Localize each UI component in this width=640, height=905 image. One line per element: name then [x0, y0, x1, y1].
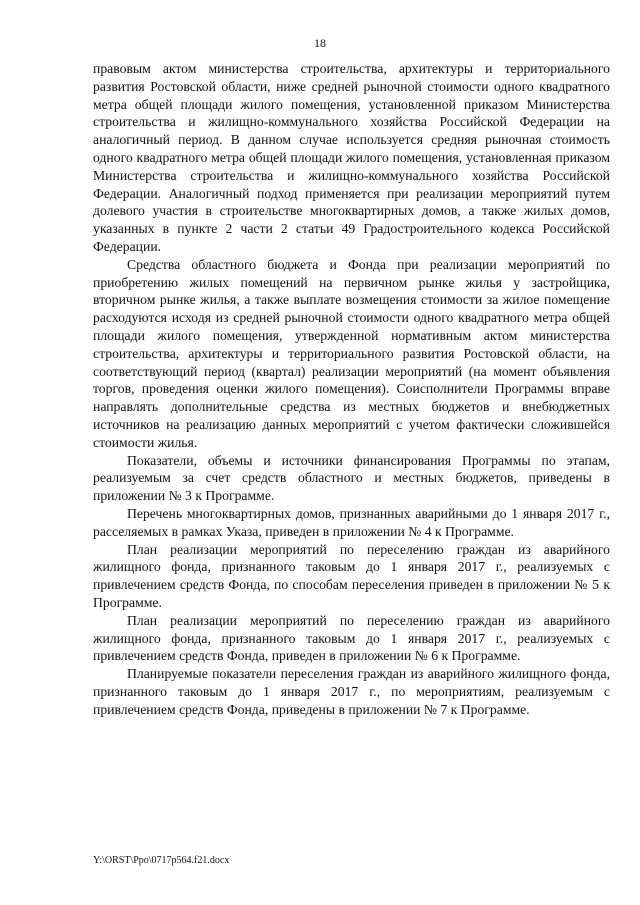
paragraph-resettlement-plan-methods: План реализации мероприятий по переселению граждан из аварийного жилищного фонда, признанного таковым до 1 января 2017 г., реализуемых с привлечением средств Фонда, по способам переселения приведен в приложении № 5 к Программе. — [93, 541, 610, 610]
page-number: 18 — [314, 36, 326, 50]
file-path-footer: Y:\ORST\Ppo\0717p564.f21.docx — [93, 855, 230, 866]
paragraph-resettlement-plan: План реализации мероприятий по переселению граждан из аварийного жилищного фонда, признанного таковым до 1 января 2017 г., реализуемых с привлечением средств Фонда, приведен в приложении № 6 к Программе. — [93, 612, 610, 664]
document-body — [93, 60, 610, 718]
paragraph-planned-indicators: Планируемые показатели переселения граждан из аварийного жилищного фонда, признанного таковым до 1 января 2017 г., по мероприятиям, реализуемым с привлечением средств Фонда, приведены в приложении № 7 к Программе. — [93, 666, 610, 717]
paragraph-regional-budget-funds: Средства областного бюджета и Фонда при реализации мероприятий по приобретению жилых помещений на первичном рынке жилья у застройщика, вторичном рынке жилья, а также выплате возмещения стоимости за жилое помещение расходуются исходя из средней рыночной стоимости одного квадратного метра общей площади жилого помещения, утвержденной нормативным актом министерства строительства, архитектуры и территориального развития Ростовской области, на соответствующий период (квартал) реализации мероприятий (на момент объявления торгов, проведения оценки жилого помещения). Соисполнители Программы вправе направлять дополнительные средства из местных бюджетов и внебюджетных источников на реализацию данных мероприятий с учетом фактически сложившейся стоимости жилья. — [93, 256, 610, 450]
paragraph-emergency-houses-list: Перечень многоквартирных домов, признанных аварийными до 1 января 2017 г., расселяемых в рамках Указа, приведен в приложении № 4 к Программе. — [93, 505, 610, 539]
paragraph-continuation: правовым актом министерства строительства, архитектуры и территориального развития Ростовской области, ниже средней рыночной стоимости одного квадратного метра общей площади жилого помещения, установленной приказом Министерства строительства и жилищно-коммунального хозяйства Российской Федерации на аналогичный период. В данном случае используется средняя рыночная стоимость одного квадратного метра общей площади жилого помещения, установленная приказом Министерства строительства и жилищно-коммунального хозяйства Российской Федерации. Аналогичный подход применяется при реализации мероприятий путем долевого участия в строительстве многоквартирных домов, а также жилых домов, указанных в пункте 2 части 2 статьи 49 Градостроительного кодекса Российской Федерации. — [93, 61, 610, 254]
paragraph-financing-indicators: Показатели, объемы и источники финансирования Программы по этапам, реализуемым за счет средств областного и местных бюджетов, приведены в приложении № 3 к Программе. — [93, 452, 610, 504]
